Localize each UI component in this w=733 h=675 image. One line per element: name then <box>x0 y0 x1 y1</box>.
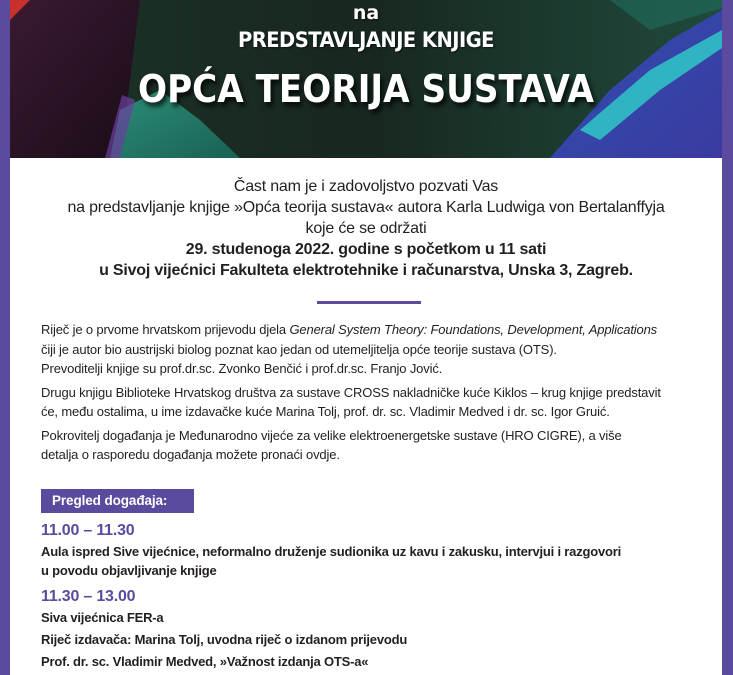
paragraph-line: Pokrovitelj događanja je Međunarodno vijeće za velike elektroenergetske sustave (HRO CIGRE), a više <box>41 427 622 443</box>
paragraph-about-book <box>41 320 701 379</box>
paragraph-presenters <box>41 383 701 422</box>
event-date: 29. studenoga 2022. godine s početkom u 11 sati <box>185 241 547 258</box>
paragraph-line: će, među ostalima, u ime izdavačke kuće Marina Tolj, prof. dr. sc. Vladimir Medved i dr. sc. Igor Gruić. <box>41 404 610 419</box>
paragraph-line: Drugu knjigu Biblioteke Hrvatskog društva za sustave CROSS nakladničke kuće Kiklos – krug knjige predstavit <box>41 384 661 400</box>
event-venue: u Sivoj vijećnici Fakulteta elektrotehnike i računarstva, Unska 3, Zagreb. <box>99 262 633 279</box>
slot-item: Prof. dr. sc. Vladimir Medved, »Važnost izdanja OTS-a« <box>41 654 369 669</box>
slot-item: u povodu objavljivanje knjige <box>41 563 217 578</box>
paragraph-line <box>41 320 701 340</box>
header-subtitle: PREDSTAVLJANJE KNJIGE <box>238 28 494 52</box>
paragraph-line: čiji je autor bio austrijski biolog poznat kao jedan od utemeljitelja opće teorije sustava (OTS). <box>41 341 557 357</box>
header-text <box>10 0 722 158</box>
invitation-intro <box>10 176 722 281</box>
section-divider <box>317 301 421 304</box>
slot-time: 11.00 – 11.30 <box>41 522 135 539</box>
slot-time: 11.30 – 13.00 <box>41 588 136 605</box>
paragraph-line: detalja o rasporedu događanja možete pronaći ovdje. <box>41 447 340 462</box>
invitation-page <box>10 0 722 675</box>
schedule <box>41 520 701 675</box>
intro-line: Čast nam je i zadovoljstvo pozvati Vas <box>233 178 499 195</box>
header-banner <box>10 0 722 158</box>
book-title: OPĆA TEORIJA SUSTAVA <box>137 67 595 111</box>
intro-line: na predstavljanje knjige »Opća teorija sustava« autora Karla Ludwiga von Bertalanffyja <box>67 199 665 216</box>
paragraph-sponsor <box>41 426 701 465</box>
original-title: General System Theory: Foundations, Development, Applications <box>289 322 658 337</box>
header-kicker: na <box>352 2 380 24</box>
text: Riječ je o prvome hrvatskom prijevodu djela <box>41 322 290 337</box>
slot-item: Siva vijećnica FER-a <box>41 610 164 625</box>
slot-item: Riječ izdavača: Marina Tolj, uvodna riječ o izdanom prijevodu <box>41 632 408 647</box>
paragraph-line: Prevoditelji knjige su prof.dr.sc. Zvonko Benčić i prof.dr.sc. Franjo Jović. <box>41 361 443 376</box>
intro-line: koje će se održati <box>305 220 427 237</box>
schedule-heading: Pregled događaja: <box>41 489 194 513</box>
slot-item: Aula ispred Sive vijećnice, neformalno druženje sudionika uz kavu i zakusku, intervjui i razgovori <box>41 544 622 559</box>
description <box>41 320 701 469</box>
schedule-slot <box>41 586 701 671</box>
schedule-slot <box>41 520 701 580</box>
